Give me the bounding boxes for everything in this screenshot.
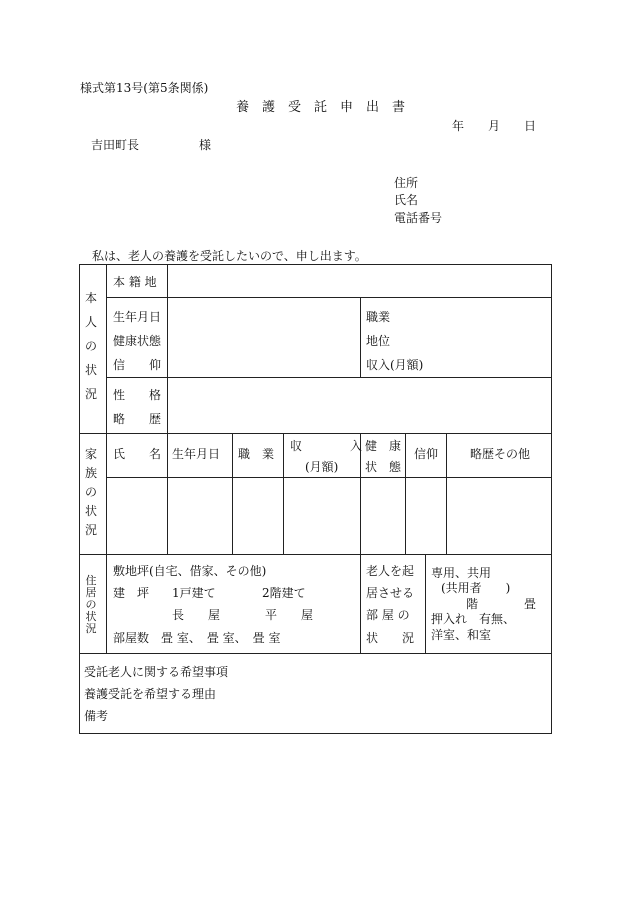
addressee: 吉田町長 様 [91,138,212,152]
room-exclusive-shared: 専用、共用 [431,566,492,580]
elder-room-label-1: 老人を起 [366,564,415,578]
room-shared-with: (共用者 ) [441,581,511,595]
family-history-field[interactable] [446,477,552,555]
family-col-history-label: 略歴その他 [470,447,531,461]
room-closet: 押入れ 有無、 [431,612,516,626]
reason-label: 養護受託を希望する理由 [84,687,217,701]
form-number: 様式第13号(第5条関係) [80,81,209,95]
family-col-name-label: 氏 名 [113,447,162,461]
residence-section-label: 住 居 の 状 況 [85,574,97,635]
family-birth-field[interactable] [167,477,233,555]
site-area-label: 敷地坪(自宅、借家、その他) [113,564,267,578]
honseki-label: 本 籍 地 [113,275,157,289]
elder-room-label-3: 部 屋 の [366,608,410,622]
room-count-label: 部屋数 畳 室、 畳 室、 畳 室 [113,631,281,645]
position-label: 地位 [366,334,391,348]
family-job-field[interactable] [232,477,284,555]
character-field[interactable] [167,377,552,434]
remarks-label: 備考 [84,709,109,723]
row-house-option: 長 屋 [172,608,221,622]
family-section-label: 家 族 の 状 況 [84,447,97,537]
self-section-label: 本 人 の 状 況 [84,291,97,401]
history-label: 略 歴 [113,412,162,426]
income-label: 収入(月額) [366,358,424,372]
personal-info-field[interactable] [167,297,361,378]
family-col-birth-label: 生年月日 [172,447,221,461]
family-col-income-label: 収 入 [290,439,363,453]
room-floor: 階 [466,597,479,611]
character-label: 性 格 [113,388,162,402]
job-label: 職業 [366,310,391,324]
intro-text: 私は、老人の養護を受託したいので、申し出ます。 [92,249,367,263]
single-story-option: 平 屋 [265,608,314,622]
room-type: 洋室、和室 [431,628,492,642]
family-col-health-label-1: 健 康 [365,439,402,453]
family-belief-field[interactable] [405,477,447,555]
elder-room-label-4: 状 況 [366,631,415,645]
name-label: 氏名 [394,193,419,207]
family-col-job-label: 職 業 [238,447,275,461]
family-income-field[interactable] [283,477,361,555]
date-field: 年 月 日 [452,119,537,133]
family-col-belief-label: 信仰 [414,447,439,461]
belief-label: 信 仰 [113,358,162,372]
honseki-value-field[interactable] [167,264,552,298]
address-label: 住所 [394,176,419,190]
family-name-field[interactable] [106,477,168,555]
family-col-income-unit: (月額) [305,460,339,474]
phone-label: 電話番号 [394,211,443,225]
health-label: 健康状態 [113,334,162,348]
wishes-label: 受託老人に関する希望事項 [84,665,229,679]
detached-option: 1戸建て [172,586,216,600]
family-health-field[interactable] [360,477,406,555]
birth-date-label: 生年月日 [113,310,162,324]
building-area-label: 建 坪 [113,586,150,600]
two-story-option: 2階建て [262,586,306,600]
family-col-health-label-2: 状 態 [365,460,402,474]
document-title: 養 護 受 託 申 出 書 [236,100,406,115]
room-tatami: 畳 [524,597,537,611]
elder-room-label-2: 居させる [366,586,415,600]
